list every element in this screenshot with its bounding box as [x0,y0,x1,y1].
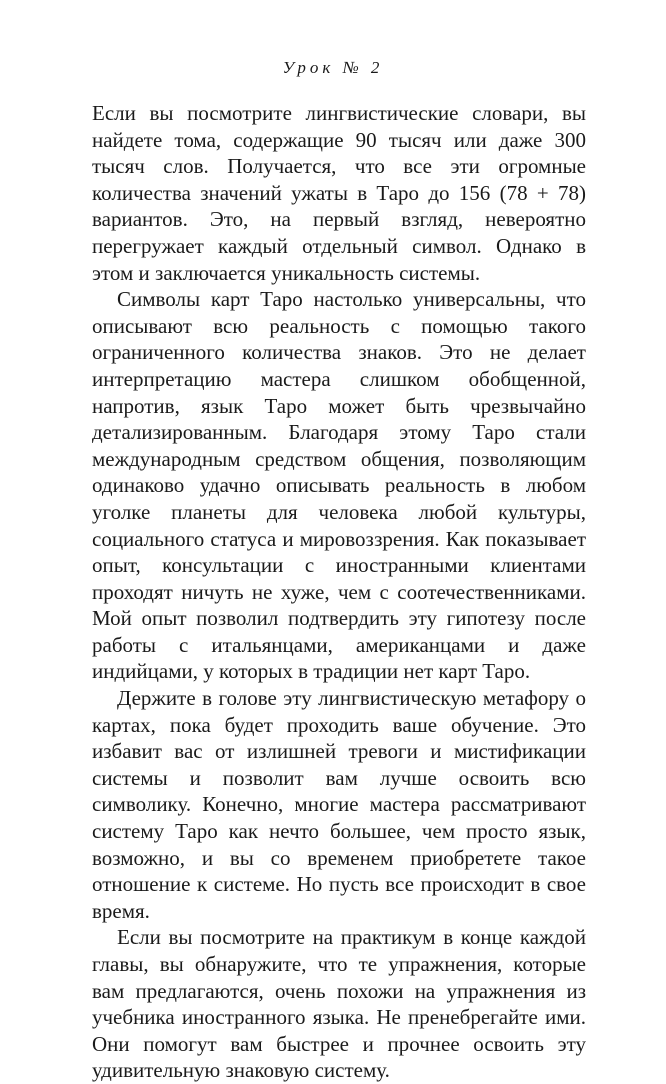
body-text [92,100,586,1084]
running-head: Урок № 2 [282,58,384,77]
paragraph-4: Если вы посмотрите на практикум в конце каждой главы, вы обнаружите, что те упражнения, которые вам предлагаются, очень похожи на упражнения из учебника иностранного языка. Не пренебрегайте ими. Они помогут вам быстрее и прочнее освоить эту удивительную знаковую систему. [92,925,586,1083]
paragraph-3: Держите в голове эту лингвистическую метафору о картах, пока будет проходить ваше обучение. Это избавит вас от излишней тревоги и мистификации системы и позволит вам лучше освоить всю символику. Конечно, многие мастера рассматривают систему Таро как нечто большее, чем просто язык, возможно, и вы со временем приобретете такое отношение к системе. Но пусть все происходит в свое время. [92,686,586,923]
paragraph-2: Символы карт Таро настолько универсальны, что описывают всю реальность с помощью такого ограниченного количества знаков. Это не делает интерпретацию мастера слишком обобщенной, напротив, язык Таро может быть чрезвычайно детализированным. Благодаря этому Таро стали международным средством общения, позволяющим одинаково удачно описывать реальность в любом уголке планеты для человека любой культуры, социального статуса и мировоззрения. Как показывает опыт, консультации с иностранными клиентами проходят ничуть не хуже, чем с соотечественниками. Мой опыт позволил подтвердить эту гипотезу после работы с итальянцами, американцами и даже индийцами, у которых в традиции нет карт Таро. [92,287,586,684]
paragraph-1: Если вы посмотрите лингвистические словари, вы найдете тома, содержащие 90 тысяч или даже 300 тысяч слов. Получается, что все эти огромные количества значений ужаты в Таро до 156 (78 + 78) вариантов. Это, на первый взгляд, невероятно перегружает каждый отдельный символ. Однако в этом и заключается уникальность системы. [92,101,586,285]
